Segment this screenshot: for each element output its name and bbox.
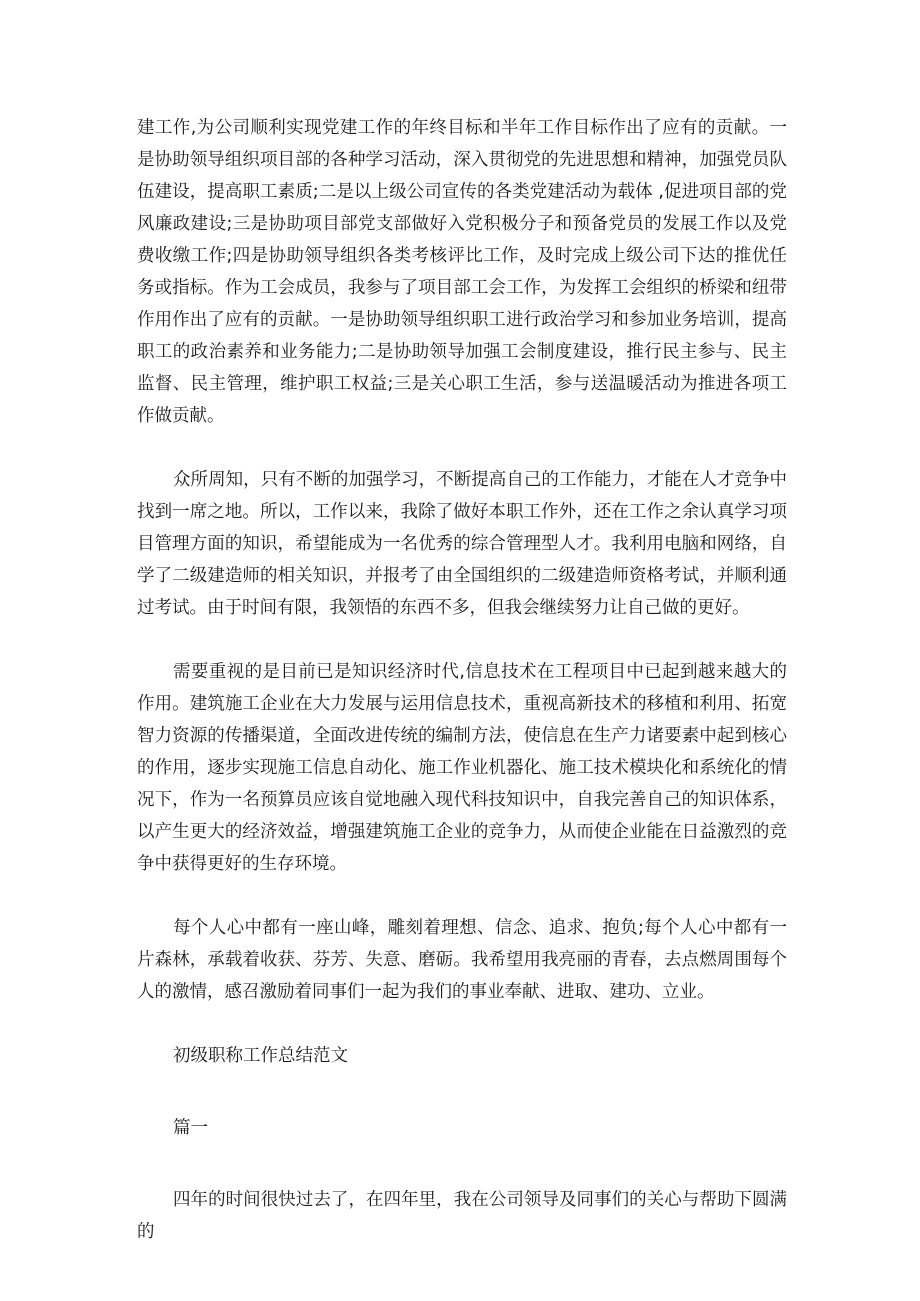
paragraph-learning: 众所周知，只有不断的加强学习，不断提高自己的工作能力，才能在人才竞争中找到一席之地。所以，工作以来，我除了做好本职工作外，还在工作之余认真学习项目管理方面的知识，希望能成为一名优秀的综合管理型人才。我利用电脑和网络，自学了二级建造师的相关知识，并报考了由全国组织的二级建造师资格考试，并顺利通过考试。由于时间有限，我领悟的东西不多，但我会继续努力让自己做的更好。 bbox=[137, 470, 787, 618]
paragraph-party-work: 建工作,为公司顺利实现党建工作的年终目标和半年工作目标作出了应有的贡献。一是协助领导组织项目部的各种学习活动，深入贯彻党的先进思想和精神，加强党员队伍建设，提高职工素质;二是以上级公司宣传的各类党建活动为载体 ,促进项目部的党风廉政建设;三是协助项目部党支部做好入党积极分子和预备党员的发展工作以及党费收缴工作;四是协助领导组织各类考核评比工作，及时完成上级公司下达的推优任务或指标。作为工会成员，我参与了项目部工会工作，为发挥工会组织的桥梁和纽带作用作出了应有的贡献。一是协助领导组织职工进行政治学习和参加业务培训，提高职工的政治素养和业务能力;二是协助领导加强工会制度建设，推行民主参与、民主监督、民主管理，维护职工权益;三是关心职工生活，参与送温暖活动为推进各项工作做贡献。 bbox=[137, 118, 787, 426]
part-label: 篇一 bbox=[173, 1118, 208, 1138]
section-title: 初级职称工作总结范文 bbox=[173, 1046, 348, 1066]
document-body bbox=[137, 112, 787, 1280]
paragraph-aspiration: 每个人心中都有一座山峰，雕刻着理想、信念、追求、抱负;每个人心中都有一片森林，承载着收获、芬芳、失意、磨砺。我希望用我亮丽的青春，去点燃周围每个人的激情，感召激励着同事们一起为我们的事业奉献、进取、建功、立业。 bbox=[137, 918, 787, 1002]
paragraph-four-years: 四年的时间很快过去了，在四年里，我在公司领导及同事们的关心与帮助下圆满的 bbox=[137, 1190, 787, 1242]
paragraph-information-technology: 需要重视的是目前已是知识经济时代,信息技术在工程项目中已起到越来越大的作用。建筑施工企业在大力发展与运用信息技术，重视高新技术的移植和利用、拓宽智力资源的传播渠道，全面改进传统的编制方法，使信息在生产力诸要素中起到核心的作用，逐步实现施工信息自动化、施工作业机器化、施工技术模块化和系统化的情况下，作为一名预算员应该自觉地融入现代科技知识中，自我完善自己的知识体系，以产生更大的经济效益，增强建筑施工企业的竞争力，从而使企业能在日益激烈的竞争中获得更好的生存环境。 bbox=[137, 662, 787, 874]
